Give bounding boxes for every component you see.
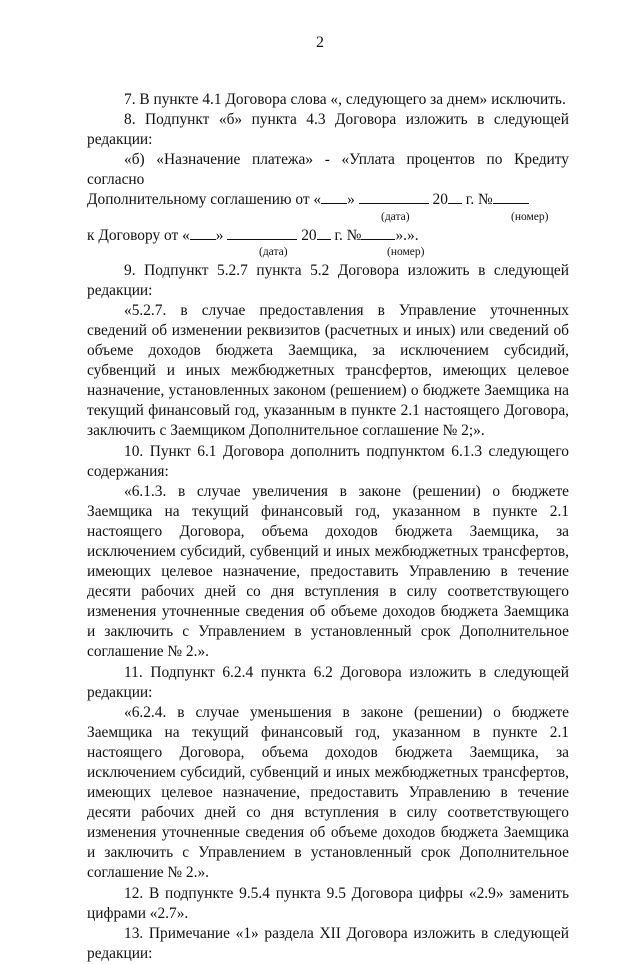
quote-text: №: [346, 226, 362, 244]
caption-number: (номер): [511, 210, 549, 223]
item-8-quote-line-3: [87, 226, 569, 246]
quote-text: 20: [301, 226, 317, 244]
caption-date: (дата): [381, 210, 410, 223]
item-7: 7. В пункте 4.1 Договора слова «, следующего за днем» исключить.: [124, 91, 566, 108]
year-blank: [317, 226, 331, 240]
item-8-quote-line-1: «б) «Назначение платежа» - «Уплата процентов по Кредиту согласно: [87, 151, 569, 189]
quote-text: 20: [432, 191, 448, 209]
item-13: 13. Примечание «1» раздела XII Договора изложить в следующей редакции:: [87, 924, 569, 962]
item-12: 12. В подпункте 9.5.4 пункта 9.5 Договора цифры «2.9» заменить цифрами «2.7».: [87, 884, 569, 922]
quote-text: »: [215, 226, 224, 244]
day-blank: [190, 226, 216, 240]
month-blank: [227, 226, 297, 240]
month-blank: [359, 190, 429, 204]
item-8-quote-line-2: [87, 190, 569, 210]
year-blank: [448, 190, 462, 204]
caption-number: (номер): [387, 245, 425, 258]
item-10-quote: «6.1.3. в случае увеличения в законе (решении) о бюджете Заемщика на текущий финансовый год, указанном в пункте 2.1 настоящего Договора, объема доходов бюджета Заемщика, за исключением субсидий, субвенций и иных межбюджетных трансфертов, имеющих целевое назначение, предоставить Управлению в течение десяти рабочих дней со дня вступления в силу соответствующего изменения уточненные сведения об объеме доходов бюджета Заемщика и заключить с Управлением в установленный срок Дополнительное соглашение № 2.».: [87, 482, 569, 661]
page-number: 2: [316, 34, 324, 51]
item-11-quote: «6.2.4. в случае уменьшения в законе (решении) о бюджете Заемщика на текущий финансовый год, указанном в пункте 2.1 настоящего Договора, объема доходов бюджета Заемщика, за исключением субсидий, субвенций и иных межбюджетных трансфертов, имеющих целевое назначение, предоставить Управлению в течение десяти рабочих дней со дня вступления в силу соответствующего изменения уточненные сведения об объеме доходов бюджета Заемщика и заключить с Управлением в установленный срок Дополнительное соглашение № 2.».: [87, 703, 569, 882]
item-8: 8. Подпункт «б» пункта 4.3 Договора изложить в следующей редакции:: [87, 111, 569, 149]
day-blank: [321, 190, 347, 204]
quote-text: г.: [334, 226, 343, 244]
quote-text: ».».: [395, 226, 419, 244]
quote-text: »: [347, 191, 355, 209]
number-blank: [493, 190, 529, 204]
item-8-captions-2: [87, 246, 569, 261]
quote-text: г. №: [465, 191, 493, 209]
item-9-quote: «5.2.7. в случае предоставления в Управление уточненных сведений об изменении реквизитов (расчетных и иных) или сведений об объеме доходов бюджета Заемщика, за исключением субсидий, субвенций и иных межбюджетных трансфертов, имеющих целевое назначение, установленных законом (решением) о бюджете Заемщика на текущий финансовый год, указанным в пункте 2.1 настоящего Договора, заключить с Заемщиком Дополнительное соглашение № 2;».: [87, 301, 569, 440]
item-8-captions-1: [87, 211, 569, 226]
number-blank: [361, 226, 395, 240]
quote-text: к Договору от «: [87, 226, 190, 244]
item-11: 11. Подпункт 6.2.4 пункта 6.2 Договора изложить в следующей редакции:: [87, 663, 569, 701]
item-10: 10. Пункт 6.1 Договора дополнить подпунктом 6.1.3 следующего содержания:: [87, 442, 569, 480]
quote-text: Дополнительному соглашению от «: [87, 191, 322, 209]
document-body: [87, 90, 569, 964]
item-9: 9. Подпункт 5.2.7 пункта 5.2 Договора изложить в следующей редакции:: [87, 261, 569, 299]
caption-date: (дата): [259, 245, 288, 258]
